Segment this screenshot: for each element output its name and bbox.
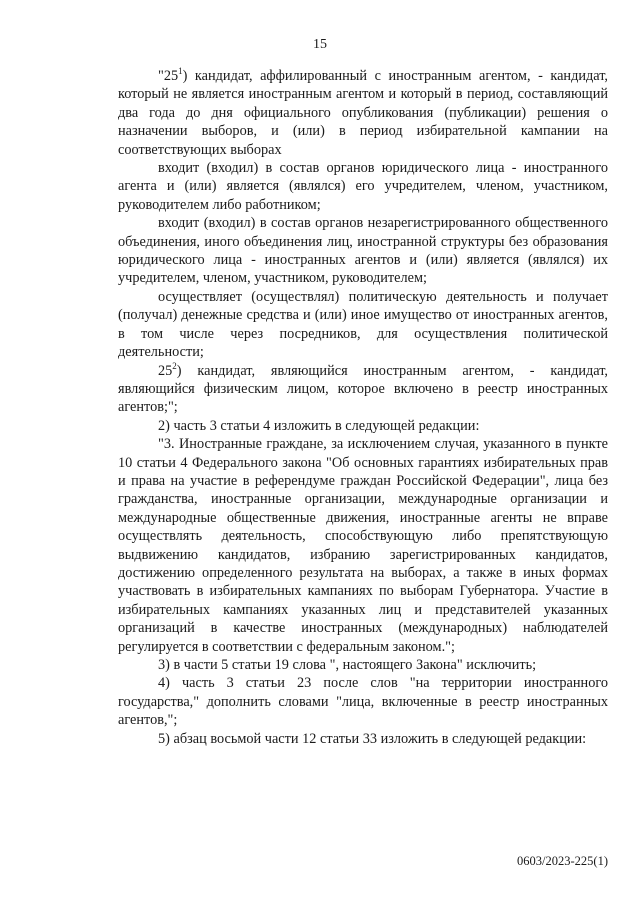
paragraph-item: входит (входил) в состав органов незарегистрированного общественного объединения, иного объединения лиц, иностранной структуры без образования юридического лица - иностранных агентов и (или) является (являлся) их учредителем, членом, участником, руководителем;: [118, 215, 608, 287]
paragraph-25-1: [118, 67, 608, 159]
paragraph-text: ) кандидат, аффилированный с иностранным агентом, - кандидат, который не является иностранным агентом и который в период, составляющий два года до дня официального опубликования (публикации) решения о назначении выборов, и (или) в период избирательной кампании на соответствующих выборах: [118, 68, 608, 158]
paragraph-item: осуществляет (осуществлял) политическую деятельность и получает (получал) денежные средства и (или) иное имущество от иностранных агентов, в том числе через посредников, для осуществления политической деятельности;: [118, 288, 608, 361]
paragraph-item: входит (входил) в состав органов юридического лица - иностранного агента и (или) является (являлся) его учредителем, членом, участником, руководителем либо работником;: [118, 160, 608, 213]
amendment-3: 3) в части 5 статьи 19 слова ", настоящего Закона" исключить;: [158, 657, 537, 673]
paragraph-text: ) кандидат, являющийся иностранным агентом, - кандидат, являющийся физическим лицом, которое включено в реестр иностранных агентов;";: [118, 362, 608, 416]
paragraph-text: 25: [158, 362, 173, 379]
amendment-5: 5) абзац восьмой части 12 статьи 33 изложить в следующей редакции:: [158, 730, 587, 747]
amendment-2: 2) часть 3 статьи 4 изложить в следующей редакции:: [158, 417, 480, 434]
superscript: 1: [178, 66, 183, 77]
page-number: 15: [313, 37, 327, 52]
amendment-4: 4) часть 3 статьи 23 после слов "на территории иностранного государства," дополнить словами "лица, включенные в реестр иностранных агентов,";: [118, 675, 608, 729]
amendment-2-text: "3. Иностранные граждане, за исключением случая, указанного в пункте 10 статьи 4 Федерального закона "Об основных гарантиях избирательных прав и права на участие в референдуме граждан Российской Федерации", лица без гражданства, иностранные организации, международные организации и международные общественные движения, иностранные агенты не вправе осуществлять деятельность, способствующую либо препятствующую выдвижению кандидатов, избранию зарегистрированных кандидатов, достижению определенного результата на выборах, а также в иных формах участвовать в избирательных кампаниях по выборам Губернатора. Участие в избирательных кампаниях указанных лиц и представителей указанных организаций в качестве иностранных (международных) наблюдателей регулируется в соответствии с федеральным законом.";: [118, 436, 608, 655]
paragraph-text: "25: [158, 68, 179, 84]
superscript: 2: [172, 360, 177, 371]
document-body: [118, 67, 608, 748]
paragraph-25-2: [118, 362, 608, 417]
footer-document-code: 0603/2023-225(1): [517, 854, 608, 868]
